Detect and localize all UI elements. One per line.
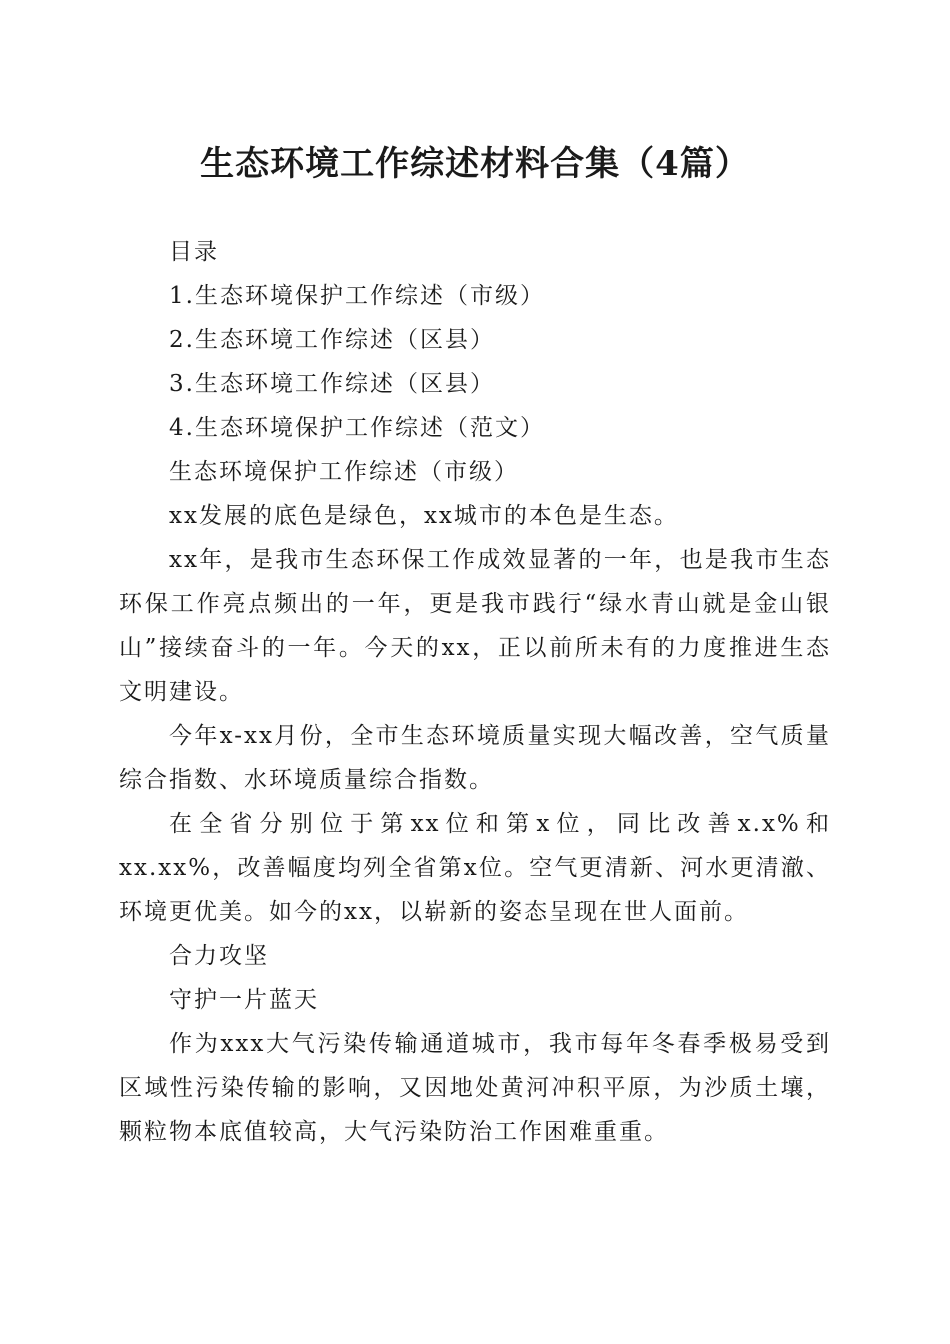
toc-item-2: 2.生态环境工作综述（区县） bbox=[169, 327, 495, 353]
document-title: 生态环境工作综述材料合集（4篇） bbox=[200, 144, 750, 184]
toc-heading: 目录 bbox=[169, 239, 219, 265]
section-title: 生态环境保护工作综述（市级） bbox=[169, 459, 519, 485]
toc-item-3: 3.生态环境工作综述（区县） bbox=[169, 371, 495, 397]
toc-item-1: 1.生态环境保护工作综述（市级） bbox=[169, 283, 545, 309]
paragraph-3: 今年x-xx月份，全市生态环境质量实现大幅改善，空气质量综合指数、水环境质量综合指数。 bbox=[119, 723, 831, 793]
paragraph-5: 作为xxx大气污染传输通道城市，我市每年冬春季极易受到区域性污染传输的影响，又因地处黄河冲积平原，为沙质土壤，颗粒物本底值较高，大气污染防治工作困难重重。 bbox=[119, 1031, 831, 1145]
paragraph-2: xx年，是我市生态环保工作成效显著的一年，也是我市生态环保工作亮点频出的一年，更是我市践行“绿水青山就是金山银山”接续奋斗的一年。今天的xx，正以前所未有的力度推进生态文明建设。 bbox=[119, 547, 831, 705]
toc-item-4: 4.生态环境保护工作综述（范文） bbox=[169, 415, 545, 441]
subheading-1: 合力攻坚 bbox=[169, 943, 269, 969]
subheading-2: 守护一片蓝天 bbox=[169, 987, 319, 1013]
document-body bbox=[119, 230, 831, 1154]
paragraph-4: 在全省分别位于第xx位和第x位，同比改善x.x%和xx.xx%，改善幅度均列全省第x位。空气更清新、河水更清澈、环境更优美。如今的xx，以崭新的姿态呈现在世人面前。 bbox=[119, 811, 831, 925]
paragraph-1: xx发展的底色是绿色，xx城市的本色是生态。 bbox=[169, 503, 679, 529]
